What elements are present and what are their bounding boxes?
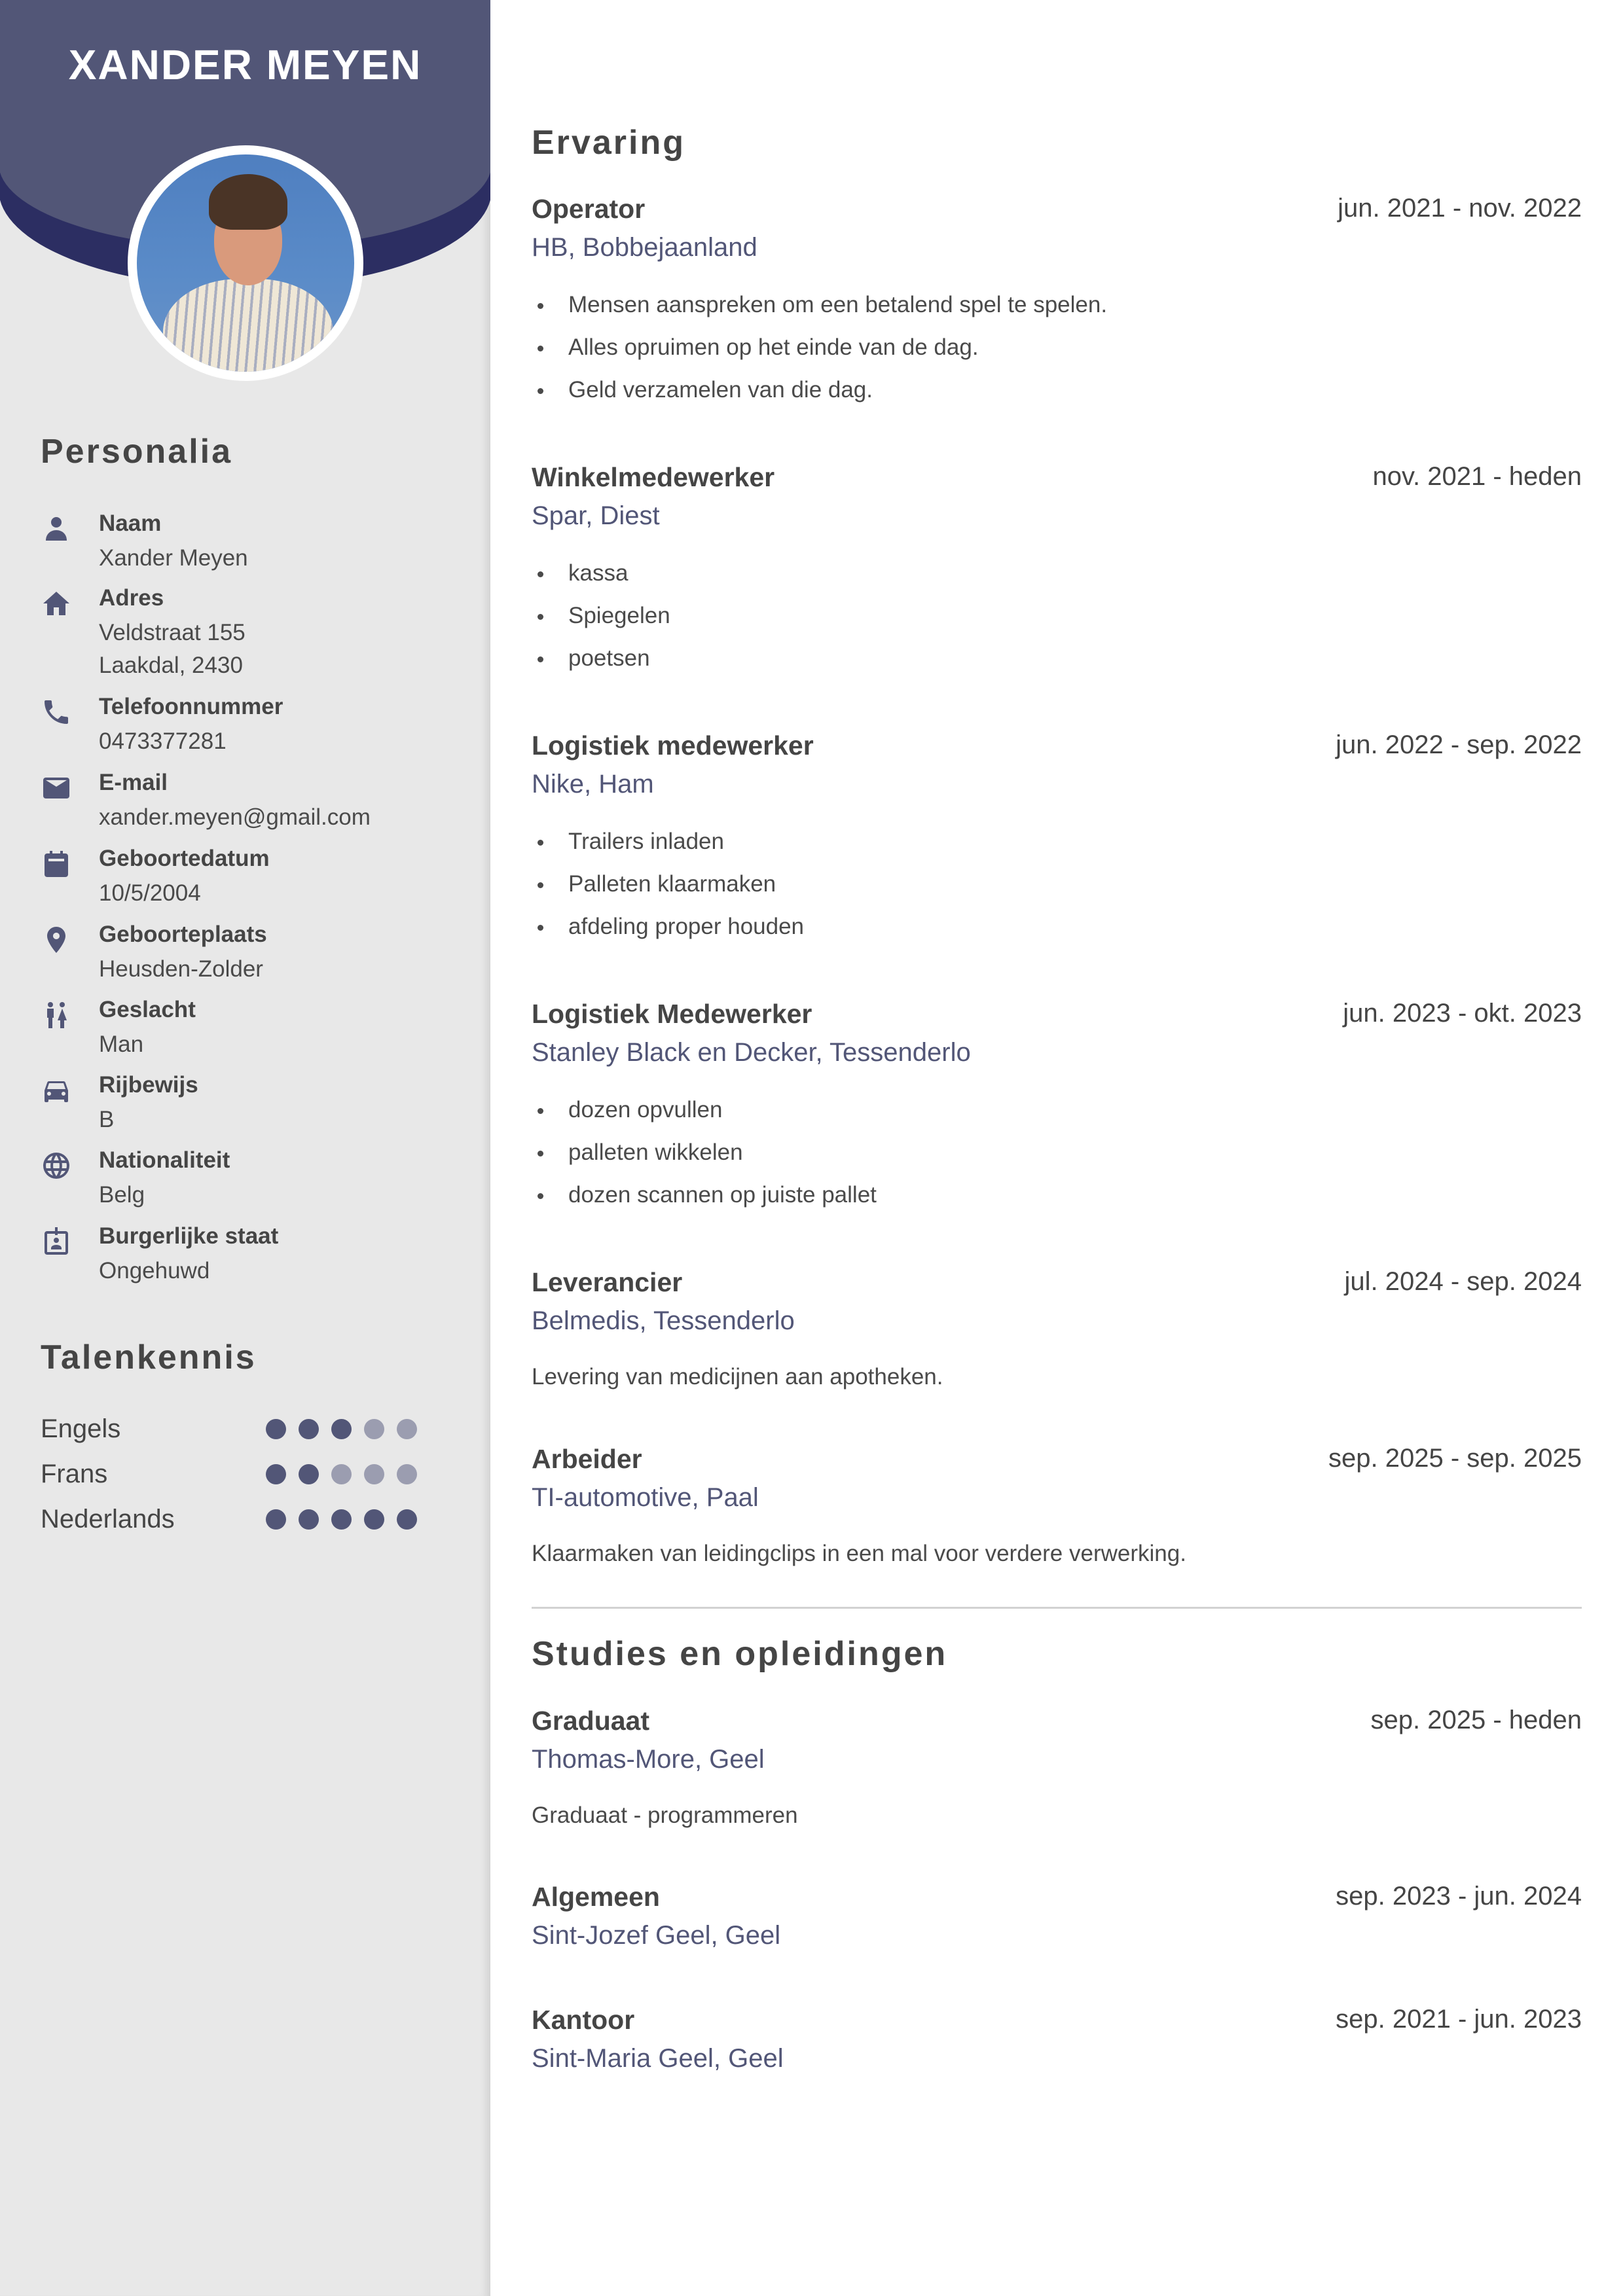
personalia-value: Belg — [99, 1182, 145, 1208]
bullet-item: dozen scannen op juiste pallet — [532, 1182, 877, 1225]
entry-organization: TI-automotive, Paal — [532, 1483, 759, 1512]
level-dot-empty — [397, 1464, 417, 1484]
language-name: Engels — [41, 1414, 121, 1443]
entry-title: Operator — [532, 194, 646, 224]
language-level — [266, 1464, 429, 1485]
level-dot-filled — [299, 1464, 319, 1484]
level-dot-empty — [397, 1419, 417, 1439]
photo-hair — [209, 174, 287, 230]
personalia-label: Adres — [99, 585, 164, 611]
level-dot-filled — [266, 1419, 286, 1439]
candidate-name: XANDER MEYEN — [68, 41, 422, 88]
entry-title: Arbeider — [532, 1444, 642, 1474]
personalia-value: 10/5/2004 — [99, 880, 201, 906]
personalia-value: Ongehuwd — [99, 1258, 210, 1283]
level-dot-filled — [397, 1509, 417, 1530]
photo-shirt — [163, 279, 333, 372]
entry-title: Algemeen — [532, 1882, 660, 1912]
personalia-label: E-mail — [99, 770, 168, 795]
personalia-value: Xander Meyen — [99, 545, 248, 571]
entry-date: jun. 2023 - okt. 2023 — [1343, 999, 1582, 1028]
car-icon — [41, 1075, 72, 1106]
bullet-item: palleten wikkelen — [532, 1139, 877, 1182]
level-dot-filled — [299, 1509, 319, 1530]
personalia-label: Burgerlijke staat — [99, 1223, 279, 1249]
language-row-nederlands — [41, 1503, 433, 1535]
entry-organization: Thomas-More, Geel — [532, 1745, 765, 1774]
language-row-engels — [41, 1412, 433, 1445]
personalia-value: Laakdal, 2430 — [99, 653, 243, 678]
bullet-item: afdeling proper houden — [532, 914, 804, 956]
entry-date: sep. 2021 - jun. 2023 — [1336, 2005, 1582, 2034]
entry-organization: Belmedis, Tessenderlo — [532, 1306, 795, 1335]
bullet-item: Trailers inladen — [532, 829, 804, 871]
language-level — [266, 1419, 429, 1440]
phone-icon — [41, 696, 72, 728]
bullet-item: poetsen — [532, 645, 670, 688]
bullet-item: Palleten klaarmaken — [532, 871, 804, 914]
level-dot-filled — [331, 1509, 352, 1530]
level-dot-empty — [331, 1464, 352, 1484]
education-heading: Studies en opleidingen — [532, 1635, 948, 1673]
languages-heading: Talenkennis — [41, 1338, 257, 1376]
mail-icon — [41, 772, 72, 804]
entry-bullets — [532, 292, 1107, 420]
personalia-value: Heusden-Zolder — [99, 956, 263, 982]
entry-organization: Nike, Ham — [532, 770, 654, 798]
level-dot-empty — [364, 1464, 384, 1484]
entry-description: Levering van medicijnen aan apotheken. — [532, 1364, 943, 1390]
location-pin-icon — [41, 924, 72, 956]
entry-title: Logistiek medewerker — [532, 730, 814, 761]
entry-description: Klaarmaken van leidingclips in een mal voor verdere verwerking. — [532, 1541, 1186, 1566]
entry-title: Graduaat — [532, 1706, 649, 1736]
entry-date: jun. 2022 - sep. 2022 — [1336, 730, 1582, 759]
personalia-label: Geboorteplaats — [99, 922, 267, 947]
personalia-label: Nationaliteit — [99, 1147, 230, 1173]
avatar — [128, 145, 363, 381]
entry-date: nov. 2021 - heden — [1372, 462, 1582, 491]
personalia-value: Man — [99, 1031, 144, 1057]
personalia-label: Geslacht — [99, 997, 196, 1022]
level-dot-filled — [266, 1464, 286, 1484]
personalia-label: Telefoonnummer — [99, 694, 283, 719]
bullet-item: kassa — [532, 560, 670, 603]
bullet-item: Alles opruimen op het einde van de dag. — [532, 334, 1107, 377]
level-dot-empty — [364, 1419, 384, 1439]
level-dot-filled — [299, 1419, 319, 1439]
entry-title: Kantoor — [532, 2005, 635, 2035]
main-content — [532, 0, 1582, 2296]
personalia-heading: Personalia — [41, 433, 233, 471]
personalia-value: B — [99, 1107, 115, 1132]
entry-organization: Sint-Maria Geel, Geel — [532, 2044, 784, 2073]
language-name: Frans — [41, 1460, 108, 1488]
entry-title: Winkelmedewerker — [532, 462, 775, 492]
entry-bullets — [532, 829, 804, 956]
globe-icon — [41, 1150, 72, 1181]
sidebar — [0, 0, 490, 2296]
personalia-value: xander.meyen@gmail.com — [99, 804, 371, 830]
person-icon — [41, 513, 72, 545]
entry-date: jun. 2021 - nov. 2022 — [1338, 194, 1582, 223]
language-row-frans — [41, 1458, 433, 1490]
profile-photo — [137, 154, 354, 372]
bullet-item: Spiegelen — [532, 603, 670, 645]
entry-title: Leverancier — [532, 1267, 683, 1297]
entry-date: sep. 2025 - heden — [1370, 1706, 1582, 1734]
language-level — [266, 1509, 429, 1530]
calendar-icon — [41, 848, 72, 880]
bullet-item: dozen opvullen — [532, 1097, 877, 1139]
section-divider — [532, 1607, 1582, 1609]
bullet-item: Geld verzamelen van die dag. — [532, 377, 1107, 420]
level-dot-filled — [364, 1509, 384, 1530]
entry-date: jul. 2024 - sep. 2024 — [1344, 1267, 1582, 1296]
experience-heading: Ervaring — [532, 124, 685, 162]
personalia-value: Veldstraat 155 — [99, 620, 246, 645]
personalia-value: 0473377281 — [99, 728, 227, 754]
entry-date: sep. 2025 - sep. 2025 — [1328, 1444, 1582, 1473]
entry-organization: Stanley Black en Decker, Tessenderlo — [532, 1038, 971, 1067]
id-badge-icon — [41, 1226, 72, 1257]
personalia-label: Geboortedatum — [99, 846, 270, 871]
entry-bullets — [532, 560, 670, 688]
gender-icon — [41, 999, 72, 1031]
personalia-label: Rijbewijs — [99, 1072, 198, 1098]
entry-title: Logistiek Medewerker — [532, 999, 812, 1029]
entry-bullets — [532, 1097, 877, 1225]
bullet-item: Mensen aanspreken om een betalend spel te spelen. — [532, 292, 1107, 334]
personalia-label: Naam — [99, 511, 162, 536]
entry-organization: Sint-Jozef Geel, Geel — [532, 1921, 781, 1950]
language-name: Nederlands — [41, 1505, 175, 1534]
entry-organization: Spar, Diest — [532, 501, 660, 530]
entry-date: sep. 2023 - jun. 2024 — [1336, 1882, 1582, 1910]
entry-description: Graduaat - programmeren — [532, 1803, 798, 1828]
entry-organization: HB, Bobbejaanland — [532, 233, 757, 262]
home-icon — [41, 588, 72, 619]
level-dot-filled — [331, 1419, 352, 1439]
level-dot-filled — [266, 1509, 286, 1530]
